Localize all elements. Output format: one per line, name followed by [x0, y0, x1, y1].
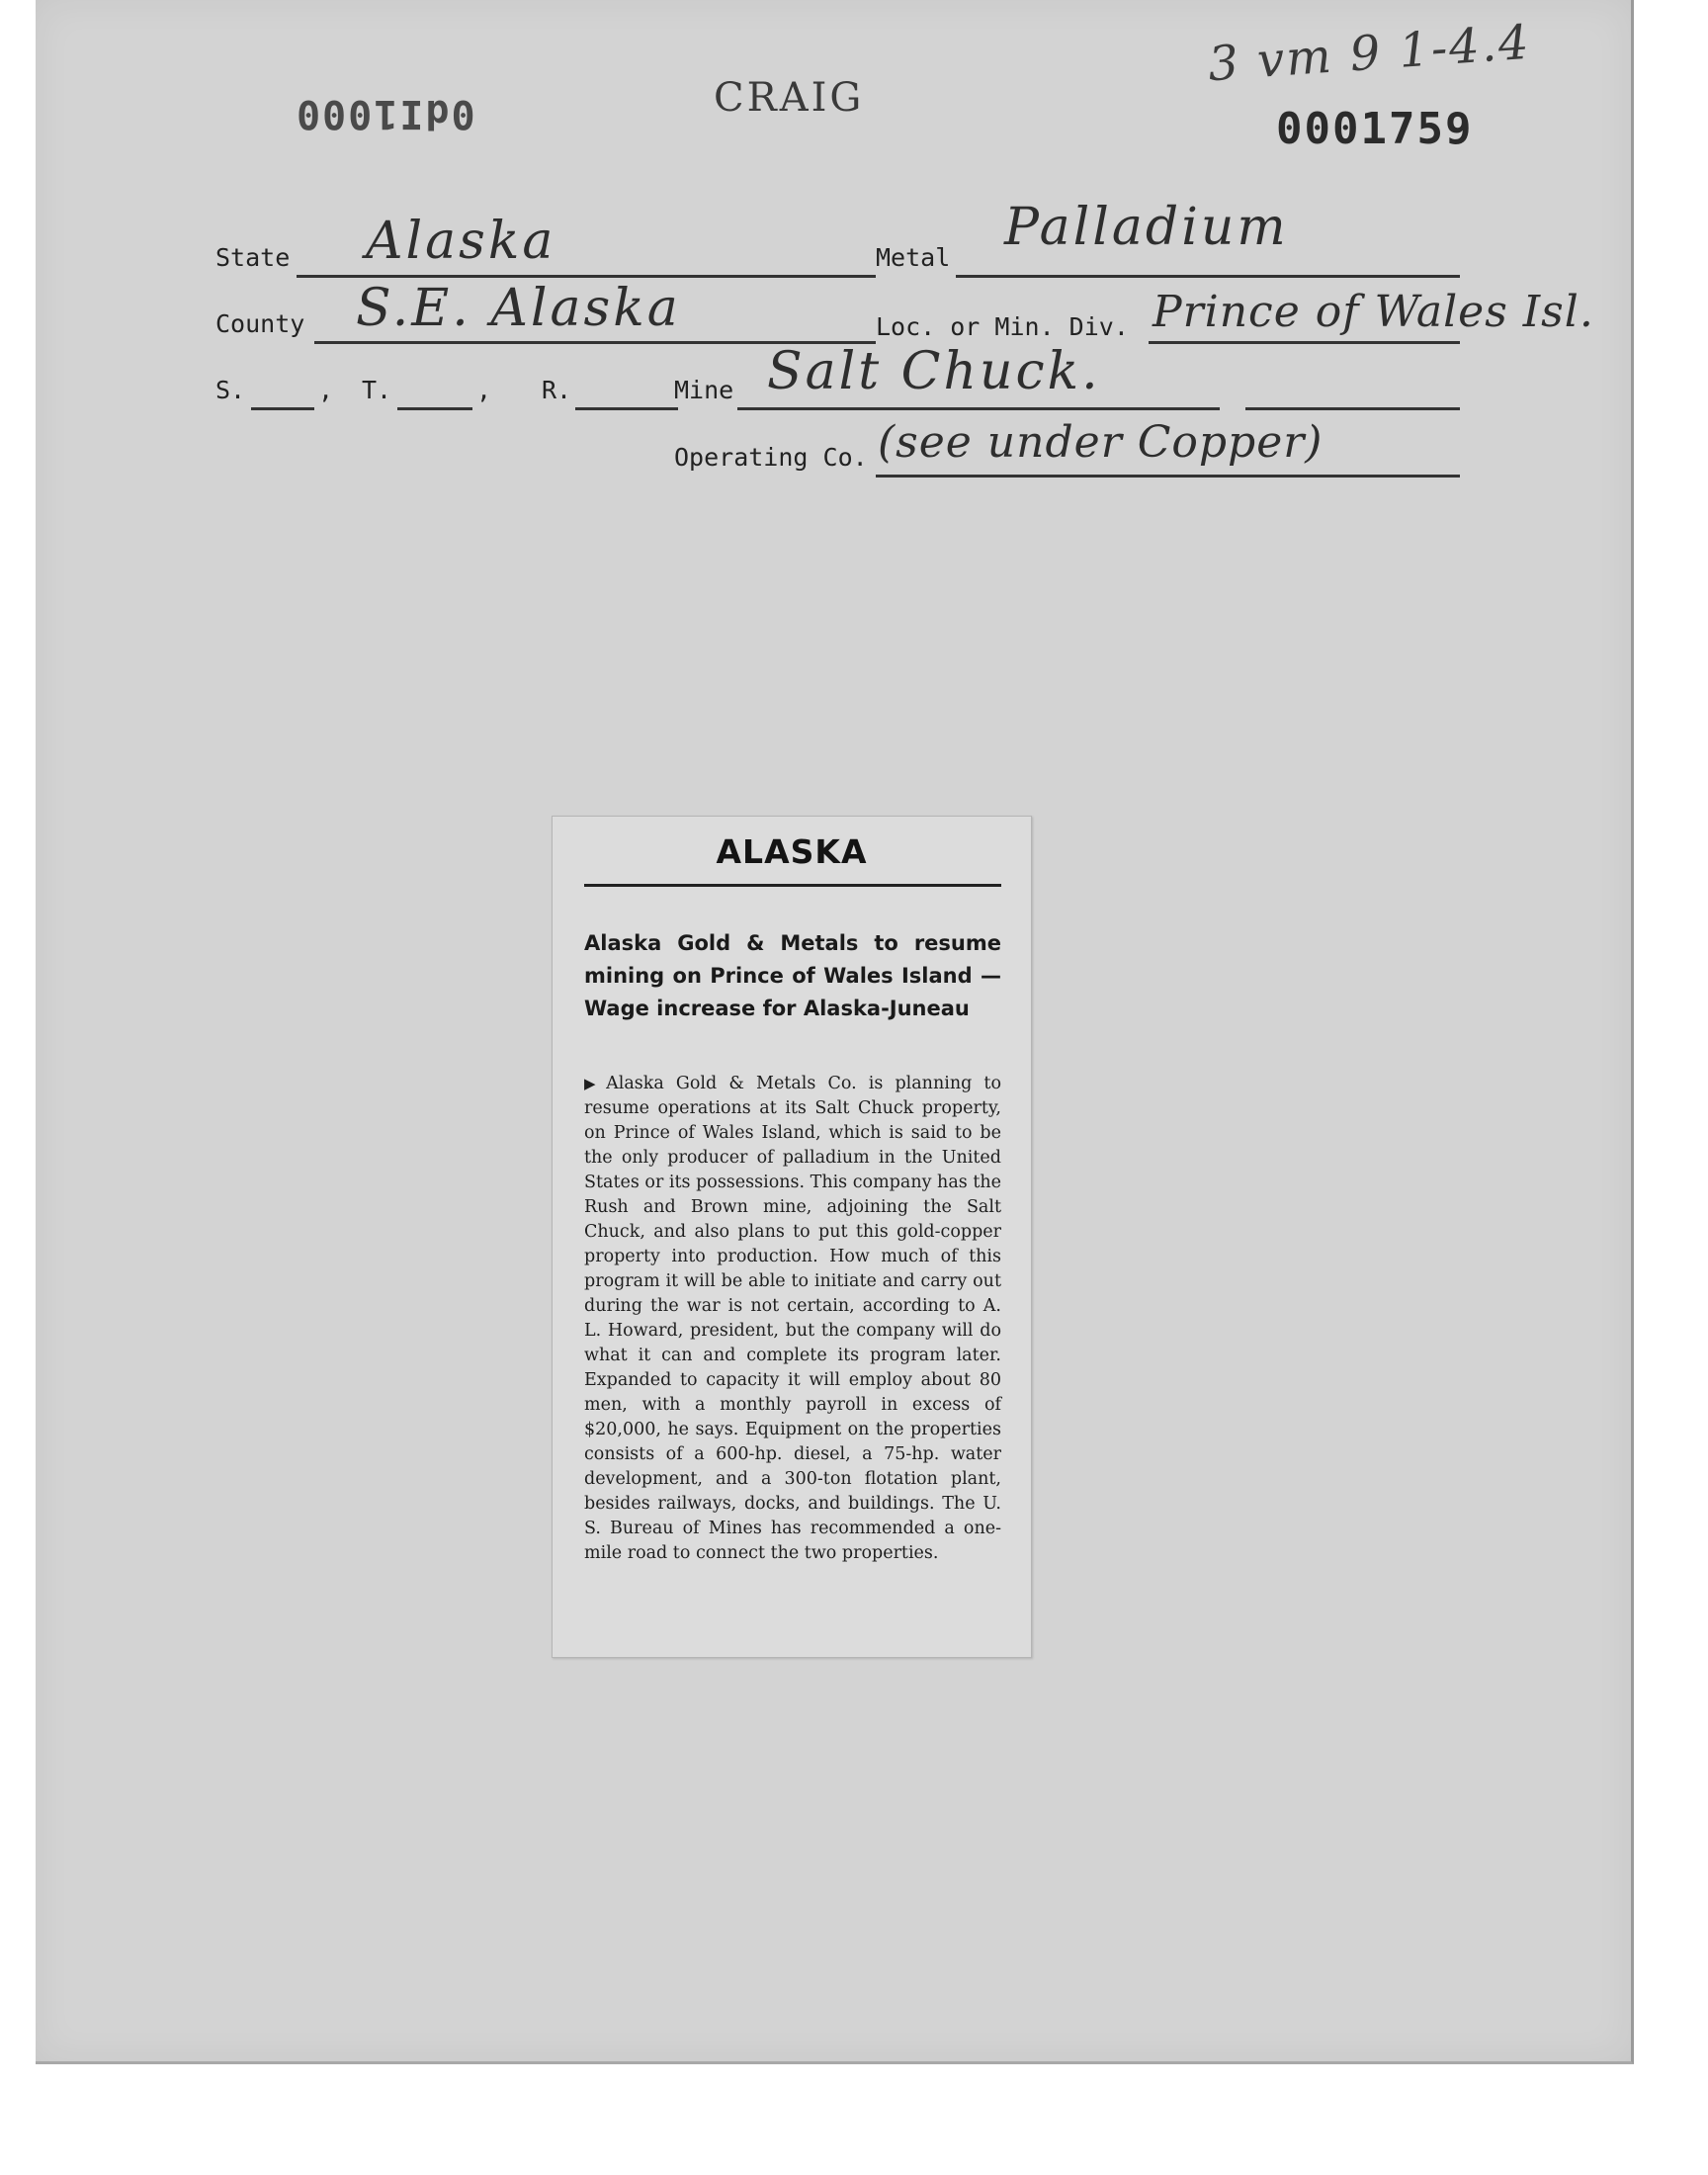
bullet-icon: ▶	[584, 1075, 603, 1092]
t-comma: ,	[476, 376, 492, 404]
mine-value: Salt Chuck.	[767, 342, 1101, 401]
operating-label: Operating Co.	[674, 443, 868, 472]
clipping-heading: ALASKA	[716, 832, 868, 871]
loc-line	[1149, 341, 1460, 344]
r-label: R.	[542, 376, 572, 404]
clipping-title: Alaska Gold & Metals to resume mining on Prince of Wales Island —Wage increase for Alaska-Juneau	[584, 931, 1001, 1020]
clipping-body: Alaska Gold & Metals Co. is planning to resume operations at its Salt Chuck property, on Prince of Wales Island, which is said to be the only producer of palladium in the United States or its possessions. This company has the Rush and Brown mine, adjoining the Salt Chuck, and also plans to put this gold-copper property into production. How much of this program it will be able to initiate and carry out during the war is not certain, according to A. L. Howard, president, but the company will do what it can and complete its program later. Expanded to capacity it will employ about 80 men, with a monthly payroll in excess of $20,000, he says. Equipment on the properties consists of a 600-hp. diesel, a 75-hp. water development, and a 300-ton flotation plant, besides railways, docks, and buildings. The U. S. Bureau of Mines has recommended a one-mile road to connect the two properties.	[584, 1074, 1001, 1563]
state-line	[297, 275, 876, 278]
newspaper-clipping	[552, 816, 1032, 1658]
county-value: S.E. Alaska	[356, 279, 681, 338]
clipping-body-block	[584, 1072, 1001, 1566]
state-value: Alaska	[366, 212, 556, 271]
metal-line	[956, 275, 1460, 278]
mine-label: Mine	[674, 376, 734, 404]
handwritten-reference: 3 vm 9 1-4.4	[1206, 14, 1533, 93]
loc-label: Loc. or Min. Div.	[876, 312, 1129, 341]
record-card	[36, 0, 1634, 2064]
state-label: State	[215, 243, 291, 272]
mine-line-extra	[1245, 407, 1460, 410]
operating-line	[876, 475, 1460, 478]
handwritten-craig: CRAIG	[714, 75, 865, 121]
t-line	[397, 407, 472, 410]
s-label: S.	[215, 376, 246, 404]
r-line	[575, 407, 678, 410]
mine-line	[737, 407, 1220, 410]
stamp-number-top-left: 0dI1000	[295, 91, 475, 136]
metal-value: Palladium	[1004, 198, 1289, 257]
clipping-rule	[584, 884, 1001, 887]
metal-label: Metal	[876, 243, 951, 272]
operating-value: (see under Copper)	[878, 417, 1324, 468]
stamp-number-top-right: 0001759	[1276, 104, 1474, 154]
s-comma: ,	[318, 376, 334, 404]
county-label: County	[215, 309, 305, 338]
loc-value: Prince of Wales Isl.	[1153, 287, 1594, 337]
s-line	[251, 407, 314, 410]
t-label: T.	[362, 376, 392, 404]
